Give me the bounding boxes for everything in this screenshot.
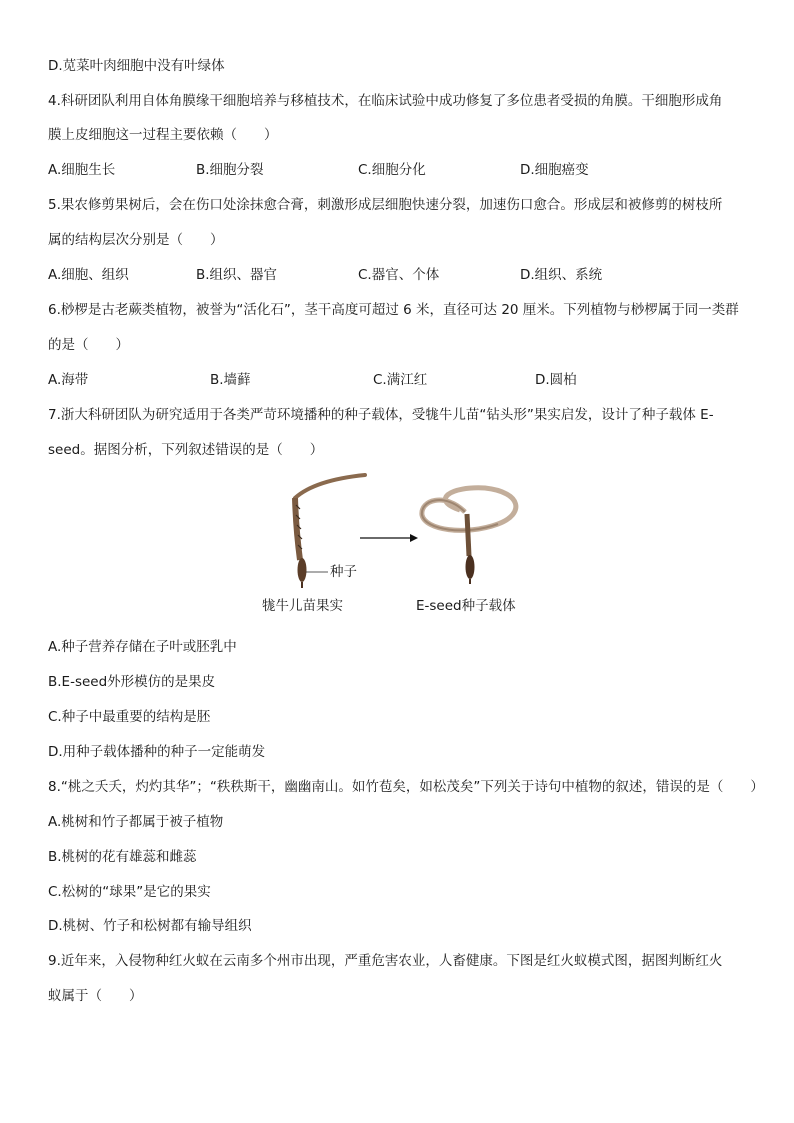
q7-option-d: D.用种子载体播种的种子一定能萌发 bbox=[48, 744, 266, 760]
q6-stem-line2: 的是（ ） bbox=[48, 337, 129, 353]
q4-option-d: D.细胞癌变 bbox=[520, 162, 589, 178]
q5-option-c: C.器官、个体 bbox=[358, 267, 440, 283]
q4-option-a: A.细胞生长 bbox=[48, 162, 116, 178]
q5-option-a: A.细胞、组织 bbox=[48, 267, 129, 283]
q8-option-a: A.桃树和竹子都属于被子植物 bbox=[48, 814, 224, 830]
arrow-icon bbox=[360, 534, 418, 542]
q8-option-b: B.桃树的花有雄蕊和雌蕊 bbox=[48, 849, 197, 865]
q3-option-d: D.苋菜叶肉细胞中没有叶绿体 bbox=[48, 58, 225, 74]
q8-option-d: D.桃树、竹子和松树都有输导组织 bbox=[48, 918, 252, 934]
q5-stem-line2: 属的结构层次分别是（ ） bbox=[48, 232, 224, 248]
q9-stem-line1: 9.近年来，入侵物种红火蚁在云南多个州市出现，严重危害农业，人畜健康。下图是红火蚁模式图，据图判断红火 bbox=[48, 953, 723, 969]
q7-option-b: B.E-seed外形模仿的是果皮 bbox=[48, 674, 216, 690]
q6-option-b: B.墙藓 bbox=[210, 372, 251, 388]
q4-option-b: B.细胞分裂 bbox=[196, 162, 264, 178]
q4-stem-line1: 4.科研团队利用自体角膜缘干细胞培养与移植技术，在临床试验中成功修复了多位患者受损的角膜。干细胞形成角 bbox=[48, 93, 723, 109]
q5-option-b: B.组织、器官 bbox=[196, 267, 278, 283]
q9-stem-line2: 蚁属于（ ） bbox=[48, 988, 143, 1004]
q5-stem-line1: 5.果农修剪果树后，会在伤口处涂抹愈合膏，刺激形成层细胞快速分裂，加速伤口愈合。形成层和被修剪的树枝所 bbox=[48, 197, 723, 213]
e-seed-caption: E-seed种子载体 bbox=[416, 598, 516, 614]
q6-option-c: C.满江红 bbox=[373, 372, 428, 388]
q7-option-a: A.种子营养存储在子叶或胚乳中 bbox=[48, 639, 237, 655]
q6-option-d: D.圆柏 bbox=[535, 372, 577, 388]
erodium-fruit-caption: 牻牛儿苗果实 bbox=[262, 598, 343, 614]
q4-option-c: C.细胞分化 bbox=[358, 162, 426, 178]
q4-stem-line2: 膜上皮细胞这一过程主要依赖（ ） bbox=[48, 127, 278, 143]
q5-option-d: D.组织、系统 bbox=[520, 267, 603, 283]
q8-stem-line1: 8.“桃之夭夭，灼灼其华”；“秩秩斯干，幽幽南山。如竹苞矣，如松茂矣”下列关于诗句中植物的叙述，错误的是（ ） bbox=[48, 779, 764, 795]
q6-stem-line1: 6.桫椤是古老蕨类植物，被誉为“活化石”，茎干高度可超过 6 米，直径可达 20 厘米。下列植物与桫椤属于同一类群 bbox=[48, 302, 739, 318]
q8-option-c: C.松树的“球果”是它的果实 bbox=[48, 884, 211, 900]
seed-label: 种子 bbox=[330, 564, 357, 580]
q6-option-a: A.海带 bbox=[48, 372, 89, 388]
seed-carrier-figure bbox=[260, 470, 540, 630]
q7-option-c: C.种子中最重要的结构是胚 bbox=[48, 709, 211, 725]
q7-stem-line2: seed。据图分析，下列叙述错误的是（ ） bbox=[48, 442, 324, 458]
e-seed-illustration bbox=[422, 488, 516, 584]
q7-stem-line1: 7.浙大科研团队为研究适用于各类严苛环境播种的种子载体，受牻牛儿苗“钻头形”果实启发，设计了种子载体 E- bbox=[48, 407, 714, 423]
